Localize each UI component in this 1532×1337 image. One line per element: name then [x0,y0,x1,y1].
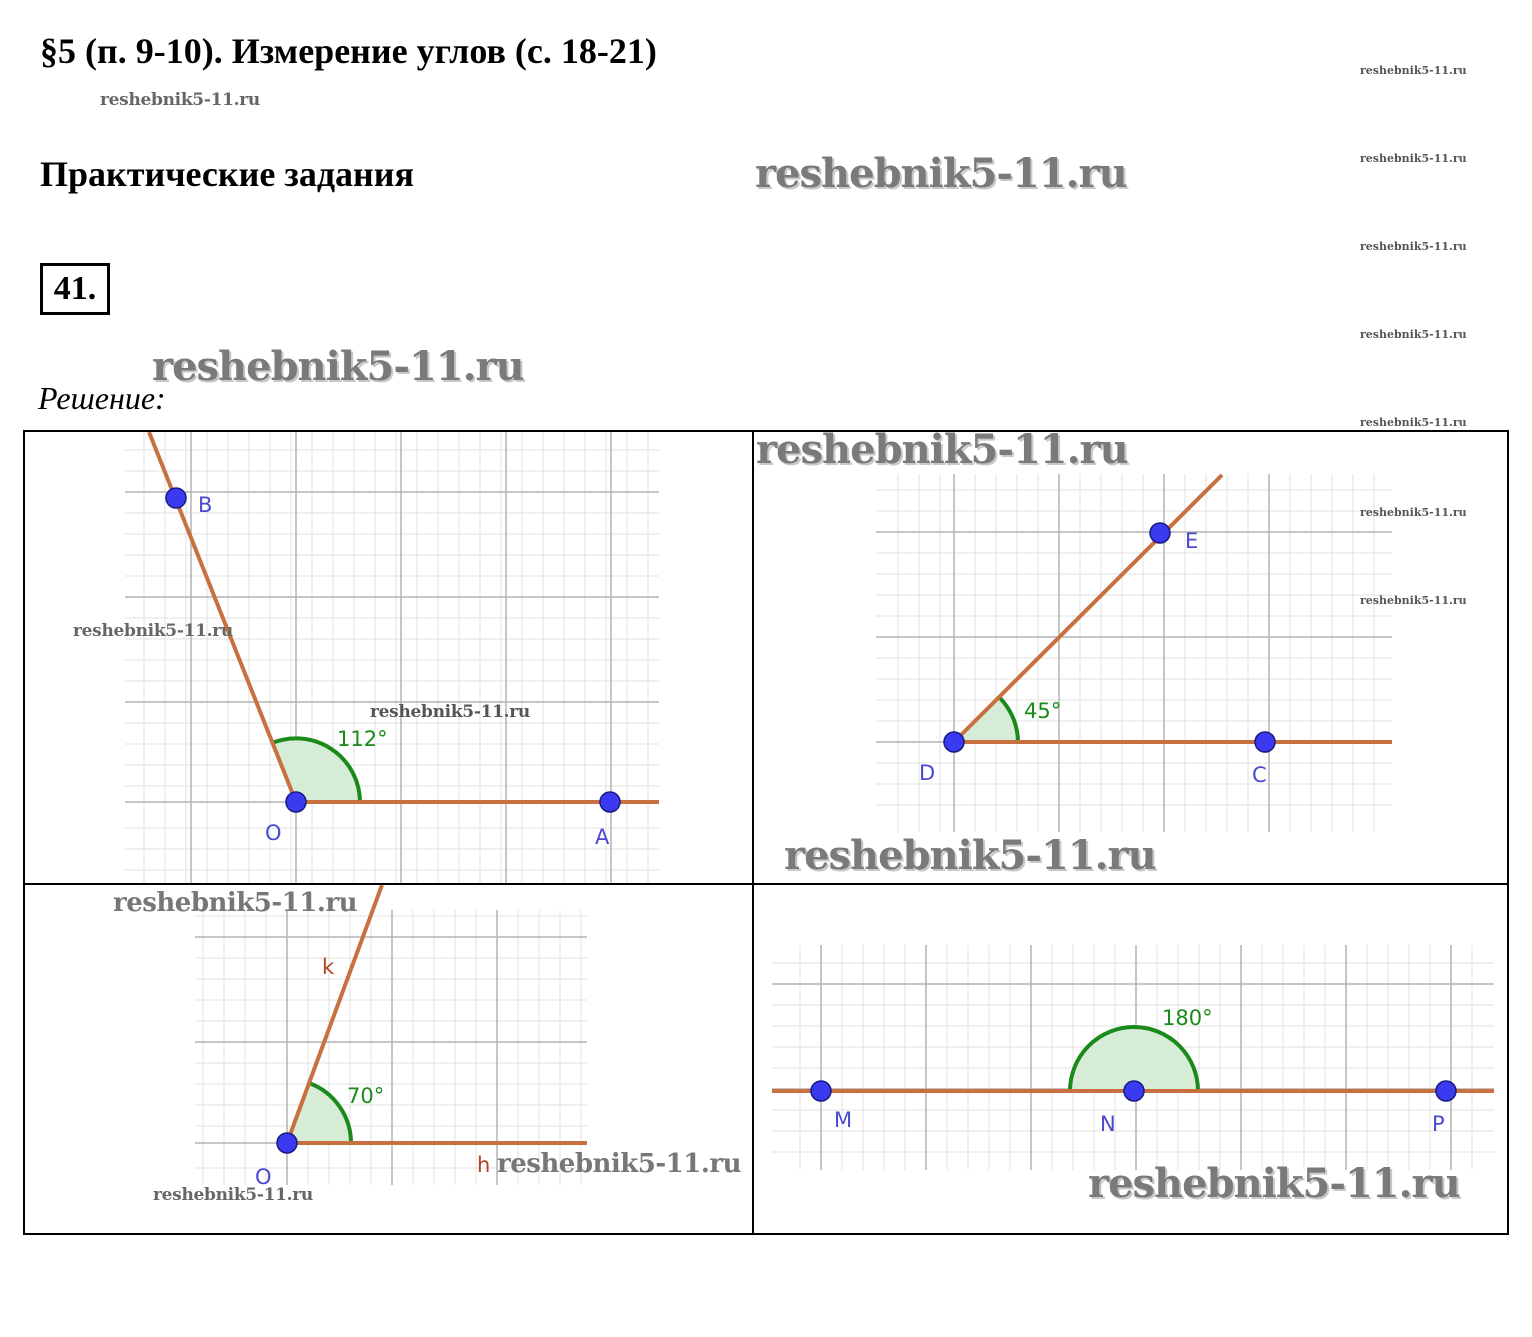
watermark: reshebnik5-11.ru [1360,328,1467,341]
label-c: C [1252,763,1267,787]
figure-panel-aob [23,430,754,885]
label-d: D [919,761,936,785]
watermark: reshebnik5-11.ru [497,1149,742,1179]
label-n: N [1100,1112,1116,1136]
watermark: reshebnik5-11.ru [1088,1160,1460,1207]
watermark: reshebnik5-11.ru [1360,416,1467,429]
point-e [1150,523,1170,543]
point-n [1124,1081,1144,1101]
ray-de [954,475,1222,742]
label-p: P [1432,1112,1445,1136]
grid [876,474,1392,832]
point-a [600,792,620,812]
watermark: reshebnik5-11.ru [755,150,1127,197]
watermark: reshebnik5-11.ru [1360,64,1467,77]
label-o: O [265,821,282,845]
figure-aob-diagram [25,432,756,887]
watermark: reshebnik5-11.ru [113,888,358,918]
angle-value: 112° [337,727,388,751]
label-m: M [834,1108,853,1132]
angle-value: 45° [1024,699,1062,723]
point-m [811,1081,831,1101]
watermark: reshebnik5-11.ru [1360,152,1467,165]
watermark: reshebnik5-11.ru [1360,594,1467,607]
watermark: reshebnik5-11.ru [784,832,1156,879]
task-number: 41. [40,263,110,315]
label-h: h [477,1153,491,1177]
page-title: §5 (п. 9-10). Измерение углов (с. 18-21) [40,31,657,71]
ray-ob [149,432,296,802]
point-b [166,488,186,508]
solution-label: Решение: [38,380,166,416]
watermark: reshebnik5-11.ru [153,1185,313,1205]
label-k: k [322,955,335,979]
point-c [1255,732,1275,752]
figure-panel-hok [23,883,754,1235]
label-a: A [595,825,610,849]
angle-value: 180° [1162,1006,1213,1030]
watermark: reshebnik5-11.ru [370,702,530,722]
point-o [286,792,306,812]
section-title: Практические задания [40,154,414,194]
watermark: reshebnik5-11.ru [1360,506,1467,519]
watermark: reshebnik5-11.ru [152,343,524,390]
label-b: B [198,493,213,517]
figure-hok-diagram [25,885,756,1237]
label-e: E [1185,529,1199,553]
point-d [944,732,964,752]
watermark: reshebnik5-11.ru [756,426,1128,473]
watermark: reshebnik5-11.ru [1360,240,1467,253]
figure-edc-diagram [754,432,1511,887]
point-p [1436,1081,1456,1101]
figure-panel-mnp [752,883,1509,1235]
watermark: reshebnik5-11.ru [73,621,233,641]
watermark: reshebnik5-11.ru [100,90,260,110]
angle-value: 70° [347,1084,385,1108]
figure-panel-edc [752,426,1509,885]
label-o: O [255,1165,272,1189]
point-o [277,1133,297,1153]
